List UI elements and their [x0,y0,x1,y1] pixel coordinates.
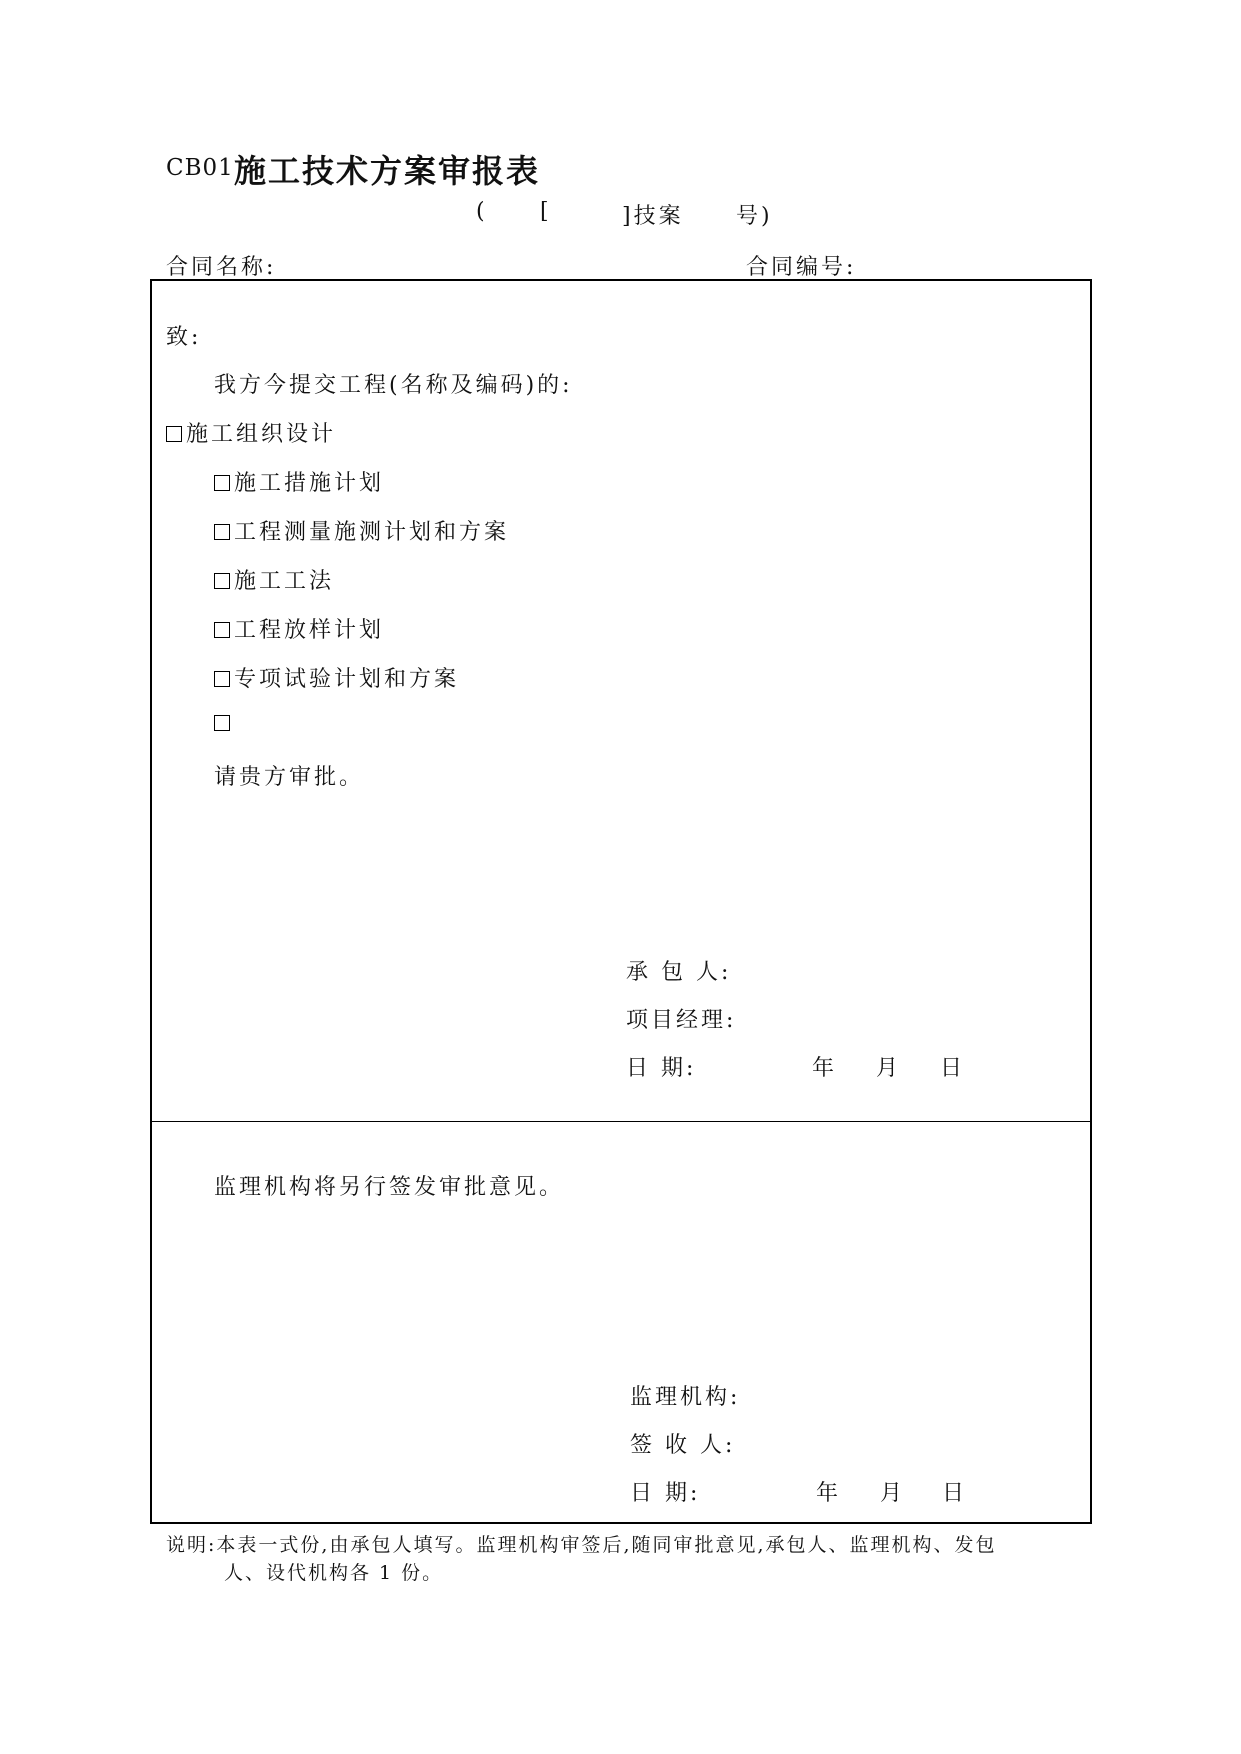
checkbox-icon[interactable] [214,524,230,540]
project-manager-label: 项目经理: [626,1008,737,1033]
option-survey-plan[interactable] [214,515,509,546]
checkbox-icon[interactable] [214,671,230,687]
form-code: CB01 [166,155,234,181]
ref-tech-label: ]技案 [622,204,684,229]
note-line-1: 说明:本表一式份,由承包人填写。监理机构审签后,随同审批意见,承包人、监理机构、发包 [166,1534,997,1556]
supervision-month-label: 月 [880,1481,906,1506]
submission-day-label: 日 [940,1056,966,1081]
checkbox-icon[interactable] [214,573,230,589]
option-label: 工程放样计划 [234,618,385,643]
option-construction-org-design[interactable] [166,417,336,448]
contractor-label: 承 包 人: [626,960,732,985]
supervision-org-label: 监理机构: [630,1385,741,1410]
option-construction-method[interactable] [214,564,334,595]
option-other[interactable] [214,711,234,736]
option-label: 工程测量施测计划和方案 [234,520,510,545]
option-label: 施工组织设计 [186,422,337,447]
supervision-day-label: 日 [942,1481,968,1506]
section-divider [150,1121,1092,1122]
form-title: 施工技术方案审报表 [234,152,541,190]
supervision-date-label: 日 期: [630,1481,701,1506]
checkbox-icon[interactable] [214,622,230,638]
ref-number-label: 号) [736,204,773,229]
submission-date-label: 日 期: [626,1056,697,1081]
intro-text: 我方今提交工程(名称及编码)的: [214,373,573,398]
submission-month-label: 月 [876,1056,902,1081]
supervision-year-label: 年 [816,1481,842,1506]
option-label: 施工措施计划 [234,471,385,496]
checkbox-icon[interactable] [214,475,230,491]
option-setting-out-plan[interactable] [214,613,384,644]
receiver-label: 签 收 人: [630,1433,736,1458]
note-line-2: 人、设代机构各 1 份。 [224,1562,444,1584]
submission-year-label: 年 [812,1056,838,1081]
contract-name-label: 合同名称: [166,255,277,280]
checkbox-icon[interactable] [166,426,182,442]
ref-bracket-open: [ [540,199,552,224]
option-construction-measures-plan[interactable] [214,466,384,497]
option-label: 施工工法 [234,569,335,594]
request-text: 请贵方审批。 [214,765,365,790]
contract-number-label: 合同编号: [746,255,857,280]
ref-open-paren: ( [476,199,488,224]
option-label: 专项试验计划和方案 [234,667,460,692]
checkbox-icon[interactable] [214,715,230,731]
supervision-statement: 监理机构将另行签发审批意见。 [214,1175,565,1200]
to-label: 致: [166,325,202,350]
option-special-test-plan[interactable] [214,662,459,693]
